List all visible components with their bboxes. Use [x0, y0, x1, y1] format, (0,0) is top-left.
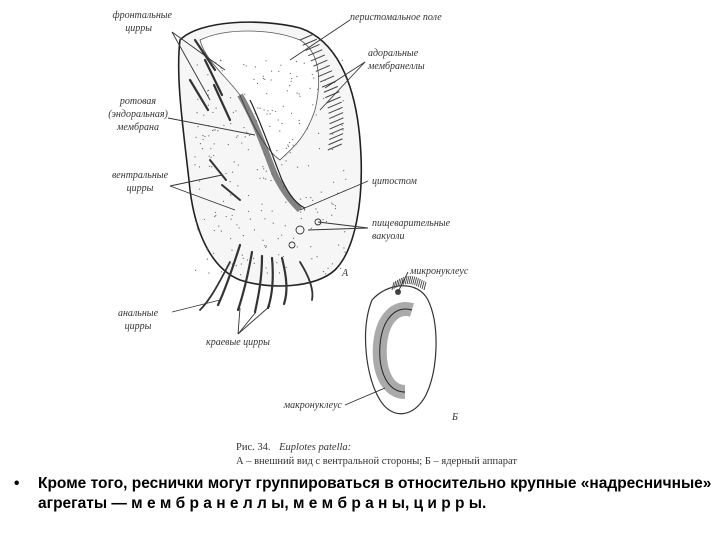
label-micronucleus: микронуклеус: [410, 266, 469, 277]
label-letter-a: А: [342, 268, 349, 279]
label-oral-membrane-3: мембрана: [117, 122, 159, 133]
bullet-marker: •: [14, 475, 20, 492]
caption-species: Euplotes patella:: [279, 442, 352, 453]
label-adoral-membranelles-1: адоральные: [368, 48, 419, 59]
figure-caption-line2: А – внешний вид с вентральной стороны; Б – ядерный аппарат: [236, 456, 518, 467]
euplotes-cell-a: [168, 20, 368, 334]
bullet-paragraph: [12, 474, 712, 514]
figure-caption-line1: [236, 442, 351, 453]
label-macronucleus: макронуклеус: [283, 400, 342, 411]
label-ventral-cirri-2: цирры: [126, 183, 154, 194]
label-frontal-cirri-1: фронтальные: [112, 10, 172, 21]
label-digestive-vacuoles-2: вакуоли: [372, 231, 405, 242]
label-ventral-cirri-1: вентральные: [111, 170, 169, 181]
label-cytostome: цитостом: [372, 176, 417, 187]
label-frontal-cirri-2: цирры: [125, 23, 152, 34]
label-adoral-membranelles-2: мембранеллы: [368, 61, 425, 72]
caption-number: Рис. 34.: [236, 442, 271, 453]
label-digestive-vacuoles-1: пищеварительные: [372, 218, 451, 229]
label-oral-membrane-1: ротовая: [119, 96, 157, 107]
label-letter-b: Б: [452, 412, 458, 423]
label-oral-membrane-2: (эндоральная): [108, 109, 168, 120]
label-anal-cirri-1: анальные: [117, 308, 159, 319]
label-marginal-cirri: краевые цирры: [206, 337, 270, 348]
bullet-text: Кроме того, реснички могут группироваться в относительно крупные «надресничные» агрегаты — м е м б р а н е л л ы, м е м б р а н ы, ц и р р ы.: [38, 475, 712, 512]
label-peristome-field: перистомальное поле: [350, 12, 442, 23]
euplotes-cell-b: [345, 272, 436, 414]
label-anal-cirri-2: цирры: [124, 321, 152, 332]
